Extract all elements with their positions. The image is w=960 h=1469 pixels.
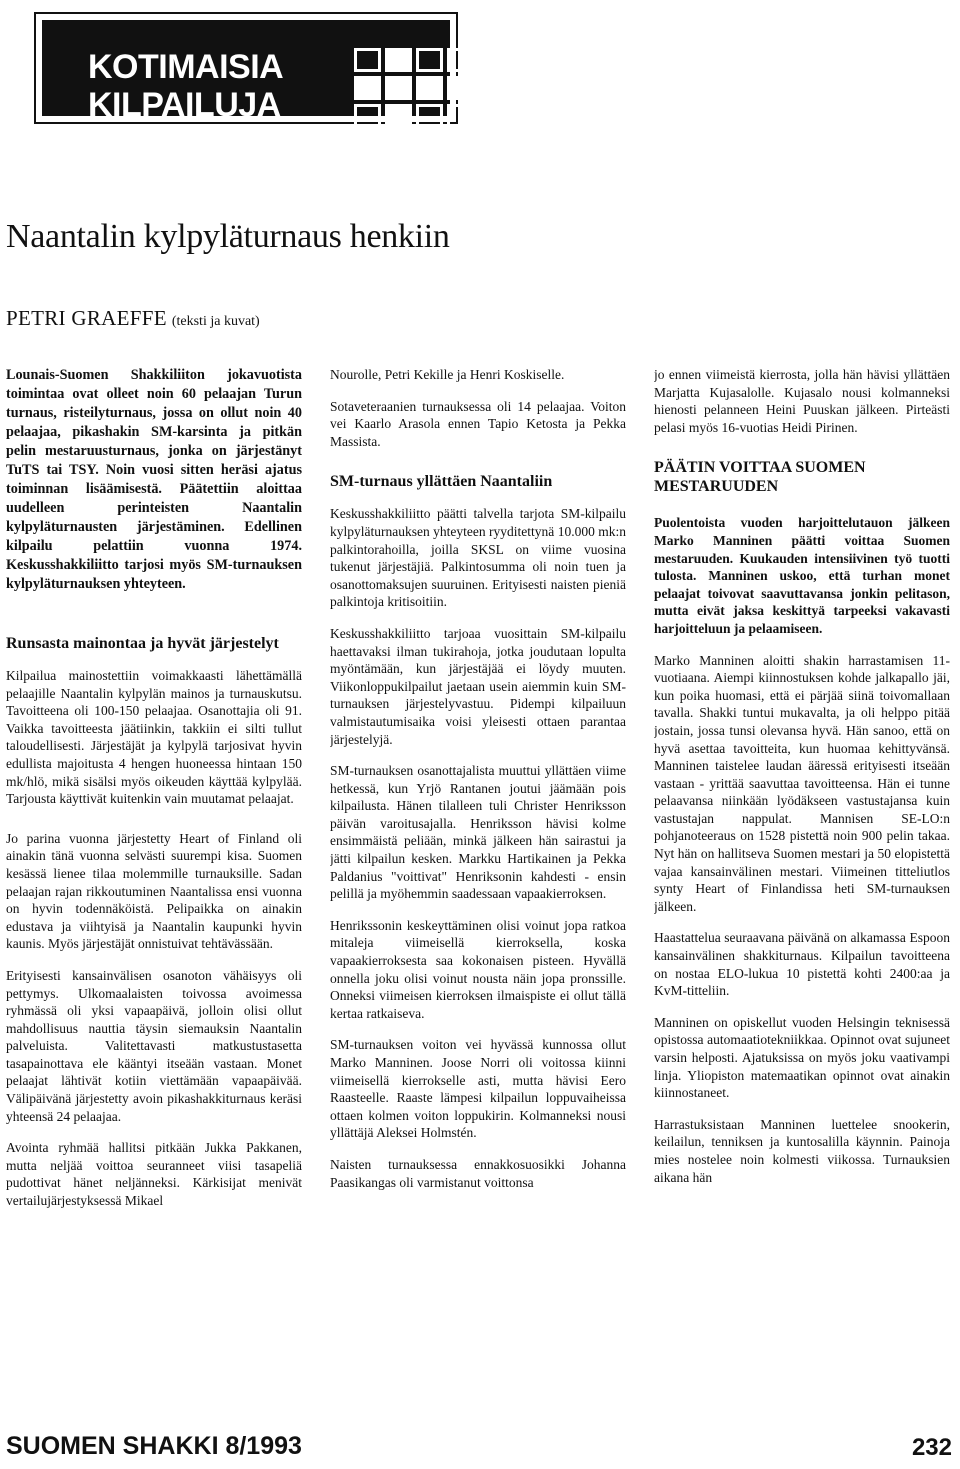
paragraph: Manninen on opiskellut vuoden Helsingin teknisessä opistossa automaatiotekniikkaa. Opinnot ovat sujuneet varsin helposti. Ajatuksissa on myös joku vaativampi linja. Yliopiston matemaatikan opinnot ovat ainakin kiinnostaneet. bbox=[654, 1014, 950, 1101]
paragraph: Nourolle, Petri Kekille ja Henri Koskiselle. bbox=[330, 367, 565, 382]
paragraph: Keskusshakkiliitto päätti talvella tarjota SM-kilpailu kylpyläturnauksen yhteyteen ryyditettynä 10.000 mk:n palkintorahoilla, joilla SKSL on viime vuosina tukenut järjestäjiä. Palkintosumma oli noin tuen ja osanottomaksujen suuruinen. Erityisesti naisten pieniä palkintoja kritisoitiin. bbox=[330, 506, 626, 610]
paragraph: SM-turnauksen voiton vei hyvässä kunnossa ollut Marko Manninen. Joose Norri oli voitossa kiinni viimeisellä kierrokselle asti, mutta hävisi Eero Raasteelle. Raaste lämpesi kilpailun loppuvaiheissa ottaen kolmen voiton loppukirin. Kolmanneksi nousi yllättäjä Aleksei Holmstén. bbox=[330, 1037, 626, 1141]
paragraph: Jo parina vuonna järjestetty Heart of Finland oli ainakin tänä vuonna selvästi suurempi kisa. Suomen kesässä lienee tilaa molemmille turnauksille. Sadan pelaajan rajan rikkoutuminen Naantalissa ensi vuonna on hyvin todennäköistä. Pelipaikka on ainakin edustava ja viihtyisä ja Naantalin kaupunki hyvin kaunis. Myös järjestäjät onnistuivat tehtävässään. bbox=[6, 830, 302, 952]
section-title-line1: KOTIMAISIA bbox=[88, 48, 284, 86]
paragraph: Haastattelua seuraavana päivänä on alkamassa Espoon kansainvälinen shakkiturnaus. Kilpailun tavoitteena on nostaa ELO-lukua 10 pistettä kohti 2400:aa ja KvM-titteliin. bbox=[654, 930, 950, 999]
column-2 bbox=[330, 366, 626, 1414]
checkerboard-logo-icon bbox=[354, 48, 478, 128]
section-header-background bbox=[42, 20, 450, 124]
section-title bbox=[88, 48, 283, 124]
paragraph: Harrastuksistaan Manninen luettelee snookerin, keilailun, tenniksen ja kuntosalilla käynnin. Painoja mies nostelee noin kolmesti viikossa. Turnauksien aikana hän bbox=[654, 1116, 950, 1185]
lead-paragraph: Lounais-Suomen Shakkiliiton jokavuotista toimintaa ovat olleet noin 60 pelaajan Turun turnaus, risteilyturnaus, jossa on ollut noin 40 pelaajaa, pikashakin SM-karsinta ja pitkän pelin mestaruusturnaus, jonka on järjestänyt TuTS tai TSY. Noin vuosi sitten heräsi ajatus toiminnan lisäämisestä. Päätettiin aloittaa uudelleen perinteisten Naantalin kylpyläturnausten järjestäminen. Edellinen kilpailu pelattiin vuonna 1974. Keskusshakkiliitto tarjosi myös SM-turnauksen kylpyläturnauksen yhteyteen. bbox=[6, 367, 302, 592]
paragraph: Naisten turnauksessa ennakkosuosikki Johanna Paasikangas oli varmistanut voittonsa bbox=[330, 1156, 626, 1190]
paragraph: jo ennen viimeistä kierrosta, jolla hän hävisi yllättäen Marjatta Kujasalolle. Kujasalo nousi kolmanneksi hienosti pelanneen Heini Puuskan jälkeen. Pirteästi pelasi myös 16-vuotias Heidi Pirinen. bbox=[654, 367, 950, 435]
subheading-sm-turnaus: SM-turnaus yllättäen Naantaliin bbox=[330, 473, 553, 491]
magazine-issue: SUOMEN SHAKKI 8/1993 bbox=[6, 1432, 302, 1460]
author-name: PETRI GRAEFFE bbox=[6, 306, 167, 330]
article-headline: Naantalin kylpyläturnaus henkiin bbox=[6, 218, 450, 255]
subheading-paatin-voittaa: PÄÄTIN VOITTAA SUOMEN MESTARUUDEN bbox=[654, 459, 866, 496]
interview-intro: Puolentoista vuoden harjoittelutauon jälkeen Marko Manninen päätti voittaa Suomen mestaruuden. Kuukauden intensiivinen työ tuotti tulosta. Manninen uskoo, että turhan monet pelaajat toivovat saavuttavansa jonkin pelitason, mutta eivät jaksa keskittyä tarpeeksi vakavasti harjoitteluun ja pelaamiseen. bbox=[654, 515, 950, 636]
paragraph: Erityisesti kansainvälisen osanoton vähäisyys oli pettymys. Ulkomaalaisten toivossa avoimessa ryhmässä oli yksi vapaapäivä, jolloin olisi ollut mahdollisuus nauttia täysin siemauksin Naantalin palveluista. Valitettavasti matkustustasetta tasapainottava ele kääntyi itseään vastaan. Monet pelaajat lähtivät kotiin viettämään vapaapäivää. Välipäivänä järjestetty avoin pikashakkiturnaus keräsi yhteensä 24 pelaajaa. bbox=[6, 967, 302, 1124]
paragraph: Marko Manninen aloitti shakin harrastamisen 11-vuotiaana. Aiempi kiinnostuksen kohde jalkapallo jäi, kun poika huomasi, että ei pärjää siinä toivomallaan tavalla. Shakki tuntui mukavalta, ja oli helppo pitää jostain, jossa tunsi olevansa hyvä. Hän sanoo, että on hyvä asettaa tavoitteita, kun huomaa kehittyvänsä. Manninen taistelee laudan ääressä erityisesti itseään vastaan - yrittää saavuttaa tavoitteensa. Hän ei tunne pelaavansa niinkään lyödäkseen vastustajansa kuin vastustajan nappulat. Mannisen SE-LO:n pohjanoteeraus on 1528 pistettä noin 900 pelin takaa. Nyt hän on hallitseva Suomen mestari ja 50 elopistettä vajaa kansainvälinen mestari. Viimeinen titteliutlos synty Heart of Finlandissa heti SM-turnauksen jälkeen. bbox=[654, 652, 950, 914]
section-title-line2: KILPAILUJA bbox=[88, 86, 281, 124]
paragraph: Kilpailua mainostettiin voimakkaasti lähettämällä pelaajille Naantalin kylpylän mainos ja turnauskutsu. Tavoitteena oli 100-150 pelaajaa. Osanottajia oli 91. Vaikka tavoitteesta jäätiinkin, takkiin ei silti tullut taloudellisesti. Järjestäjät ja kylpylä tarjosivat hyvin edullista majoitusta 4 hengen huoneessa hintaan 150 mk/hlö, mikä sisälsi myös oikeuden käyttää kylpylää. Tarjousta käyttivät kuitenkin vain muutamat pelaajat. bbox=[6, 668, 302, 807]
paragraph: Henrikssonin keskeyttäminen olisi voinut jopa ratkoa mitaleja viimeisellä kierroksella, koska vapaakierroksesta saa kokonaisen pisteen. Hyvällä onnella joku olisi voinut nousta näin jopa pronssille. Onneksi viimeisen kierroksen ilmaispiste ei ollut tällä kertaa ratkaiseva. bbox=[330, 917, 626, 1021]
paragraph: Sotaveteraanien turnauksessa oli 14 pelaajaa. Voiton vei Kaarlo Arasola ennen Tapio Ketosta ja Pekka Massista. bbox=[330, 398, 626, 449]
author-note: (teksti ja kuvat) bbox=[171, 314, 260, 329]
subheading-mainonta: Runsasta mainontaa ja hyvät järjestelyt bbox=[6, 635, 279, 652]
byline bbox=[6, 306, 260, 331]
paragraph: Avointa ryhmää hallitsi pitkään Jukka Pakkanen, mutta neljää voittoa seuranneet viisi tasapeliä pudottivat hänet neljänneksi. Kärkisijat menivät vertailujärjestyksessä Mikael bbox=[6, 1140, 302, 1209]
column-3 bbox=[654, 366, 950, 1414]
column-1 bbox=[6, 366, 302, 1414]
paragraph: Keskusshakkiliitto tarjoaa vuosittain SM-kilpailu haettavaksi ilman tukirahoja, jotka joudutaan lopulta myöntämään, kun järjestäjää ei löydy muuten. Viikonloppukilpailut jaetaan usein aiemmin kuin SM-turnauksen järjestelyvastuu. Pidempi kilpailuun valmistautumisaika voisi yleisesti ottaen parantaa järjestelyjä. bbox=[330, 625, 626, 747]
paragraph: SM-turnauksen osanottajalista muuttui yllättäen viime hetkessä, kun Yrjö Rantanen joutui jäämään pois kilpailusta. Hänen tilalleen tuli Christer Henriksson päivän varoitusajalla. Henriksson hävisi kolme ensimmäistä peliään, minkä jälkeen hän sairastui ja jätti kilpailun kesken. Markku Hartikainen ja Pekka Paldanius "voittivat" Henriksonin kahdesti - ensin pelillä ja myöhemmin saadessaan vapaakierroksen. bbox=[330, 763, 626, 902]
page-number: 232 bbox=[911, 1434, 952, 1461]
section-header bbox=[34, 12, 458, 124]
